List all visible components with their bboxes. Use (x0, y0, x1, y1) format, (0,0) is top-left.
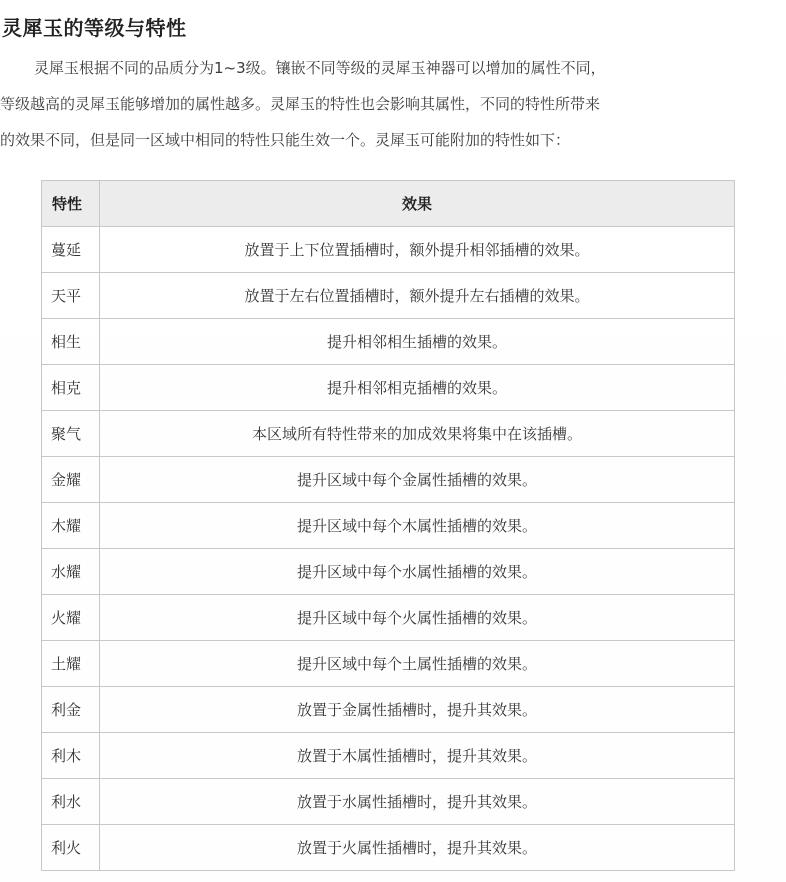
traits-table (41, 180, 735, 871)
header-trait: 特性 (42, 181, 100, 227)
effect-cell: 放置于木属性插槽时，提升其效果。 (100, 733, 735, 779)
table-row (42, 457, 735, 503)
paragraph-line: 的效果不同，但是同一区域中相同的特性只能生效一个。灵犀玉可能附加的特性如下： (0, 131, 571, 149)
paragraph-line: 等级越高的灵犀玉能够增加的属性越多。灵犀玉的特性也会影响其属性，不同的特性所带来 (0, 95, 601, 113)
effect-cell: 本区域所有特性带来的加成效果将集中在该插槽。 (100, 411, 735, 457)
table-row (42, 825, 735, 871)
table-row (42, 365, 735, 411)
effect-cell: 提升区域中每个木属性插槽的效果。 (100, 503, 735, 549)
effect-cell: 放置于上下位置插槽时，额外提升相邻插槽的效果。 (100, 227, 735, 273)
trait-cell: 相克 (42, 365, 100, 411)
trait-cell: 火耀 (42, 595, 100, 641)
table-row (42, 779, 735, 825)
trait-cell: 利金 (42, 687, 100, 733)
table-row (42, 549, 735, 595)
table-row (42, 411, 735, 457)
table-row (42, 227, 735, 273)
trait-cell: 木耀 (42, 503, 100, 549)
traits-table-container (41, 180, 734, 871)
trait-cell: 聚气 (42, 411, 100, 457)
effect-cell: 提升区域中每个金属性插槽的效果。 (100, 457, 735, 503)
trait-cell: 蔓延 (42, 227, 100, 273)
effect-cell: 放置于水属性插槽时，提升其效果。 (100, 779, 735, 825)
effect-cell: 提升相邻相克插槽的效果。 (100, 365, 735, 411)
effect-cell: 提升区域中每个火属性插槽的效果。 (100, 595, 735, 641)
table-row (42, 687, 735, 733)
effect-cell: 放置于左右位置插槽时，额外提升左右插槽的效果。 (100, 273, 735, 319)
effect-cell: 提升区域中每个土属性插槽的效果。 (100, 641, 735, 687)
header-effect: 效果 (100, 181, 735, 227)
table-row (42, 595, 735, 641)
table-row (42, 319, 735, 365)
table-header-row (42, 181, 735, 227)
table-row (42, 641, 735, 687)
effect-cell: 提升区域中每个水属性插槽的效果。 (100, 549, 735, 595)
effect-cell: 放置于火属性插槽时，提升其效果。 (100, 825, 735, 871)
section-title: 灵犀玉的等级与特性 (2, 16, 187, 40)
trait-cell: 水耀 (42, 549, 100, 595)
effect-cell: 提升相邻相生插槽的效果。 (100, 319, 735, 365)
paragraph-line: 灵犀玉根据不同的品质分为1~3级。镶嵌不同等级的灵犀玉神器可以增加的属性不同， (34, 59, 606, 77)
intro-paragraph (0, 50, 784, 158)
trait-cell: 利火 (42, 825, 100, 871)
table-body (42, 227, 735, 871)
table-row (42, 733, 735, 779)
trait-cell: 相生 (42, 319, 100, 365)
trait-cell: 金耀 (42, 457, 100, 503)
trait-cell: 利水 (42, 779, 100, 825)
trait-cell: 利木 (42, 733, 100, 779)
effect-cell: 放置于金属性插槽时，提升其效果。 (100, 687, 735, 733)
table-row (42, 273, 735, 319)
table-row (42, 503, 735, 549)
trait-cell: 土耀 (42, 641, 100, 687)
trait-cell: 天平 (42, 273, 100, 319)
